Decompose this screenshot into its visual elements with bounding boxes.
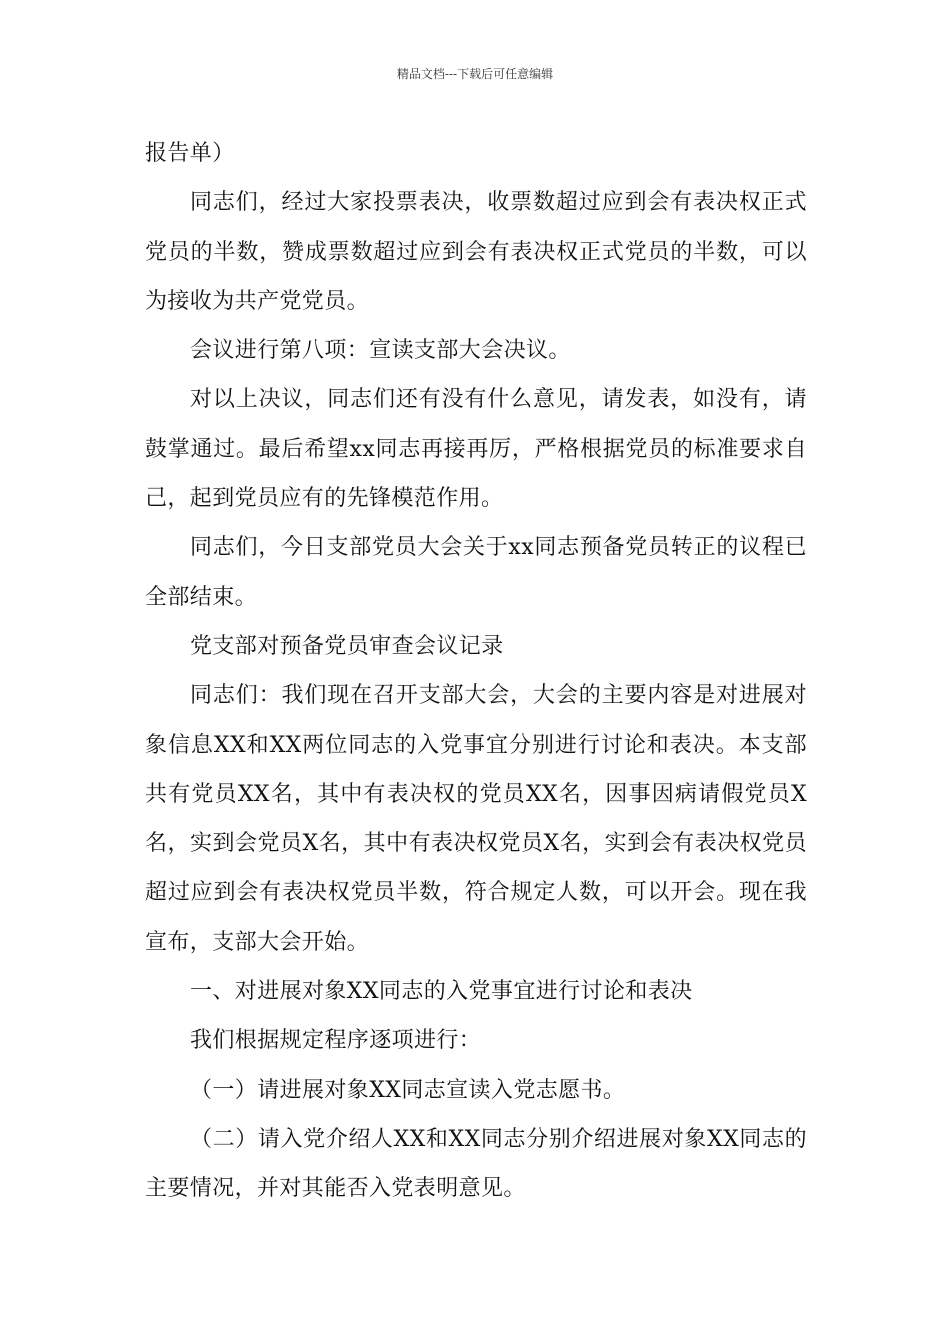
paragraph-item-one-heading: 一、对进展对象XX同志的入党事宜进行讨论和表决 bbox=[190, 979, 693, 1005]
page-header: 精品文档---下载后可任意编辑 bbox=[396, 67, 554, 81]
paragraph-procedure: 我们根据规定程序逐项进行： bbox=[190, 1028, 482, 1054]
document-body bbox=[145, 129, 807, 1214]
paragraph-report-slip-end: 报告单） bbox=[145, 141, 235, 166]
paragraph-item-eight: 会议进行第八项：宣读支部大会决议。 bbox=[190, 338, 571, 364]
paragraph-step-two: （二）请入党介绍人XX和XX同志分别介绍进展对象XX同志的主要情况，并对其能否入党表明意见。 bbox=[145, 1126, 807, 1202]
paragraph-vote-result: 同志们，经过大家投票表决，收票数超过应到会有表决权正式党员的半数，赞成票数超过应到会有表决权正式党员的半数，可以为接收为共产党党员。 bbox=[145, 190, 807, 314]
section-title: 党支部对预备党员审查会议记录 bbox=[190, 633, 504, 659]
paragraph-meeting-opening: 同志们：我们现在召开支部大会，大会的主要内容是对进展对象信息XX和XX两位同志的入党事宜分别进行讨论和表决。本支部共有党员XX名，其中有表决权的党员XX名，因事因病请假党员X名，实到会党员X名，其中有表决权党员X名，实到会有表决权党员超过应到会有表决权党员半数，符合规定人数，可以开会。现在我宣布，支部大会开始。 bbox=[145, 683, 807, 955]
paragraph-agenda-end: 同志们，今日支部党员大会关于xx同志预备党员转正的议程已全部结束。 bbox=[145, 535, 807, 610]
paragraph-step-one: （一）请进展对象XX同志宣读入党志愿书。 bbox=[190, 1077, 626, 1103]
paragraph-resolution-approval: 对以上决议，同志们还有没有什么意见，请发表，如没有，请鼓掌通过。最后希望xx同志再接再厉，严格根据党员的标准要求自己，起到党员应有的先锋模范作用。 bbox=[145, 387, 807, 512]
